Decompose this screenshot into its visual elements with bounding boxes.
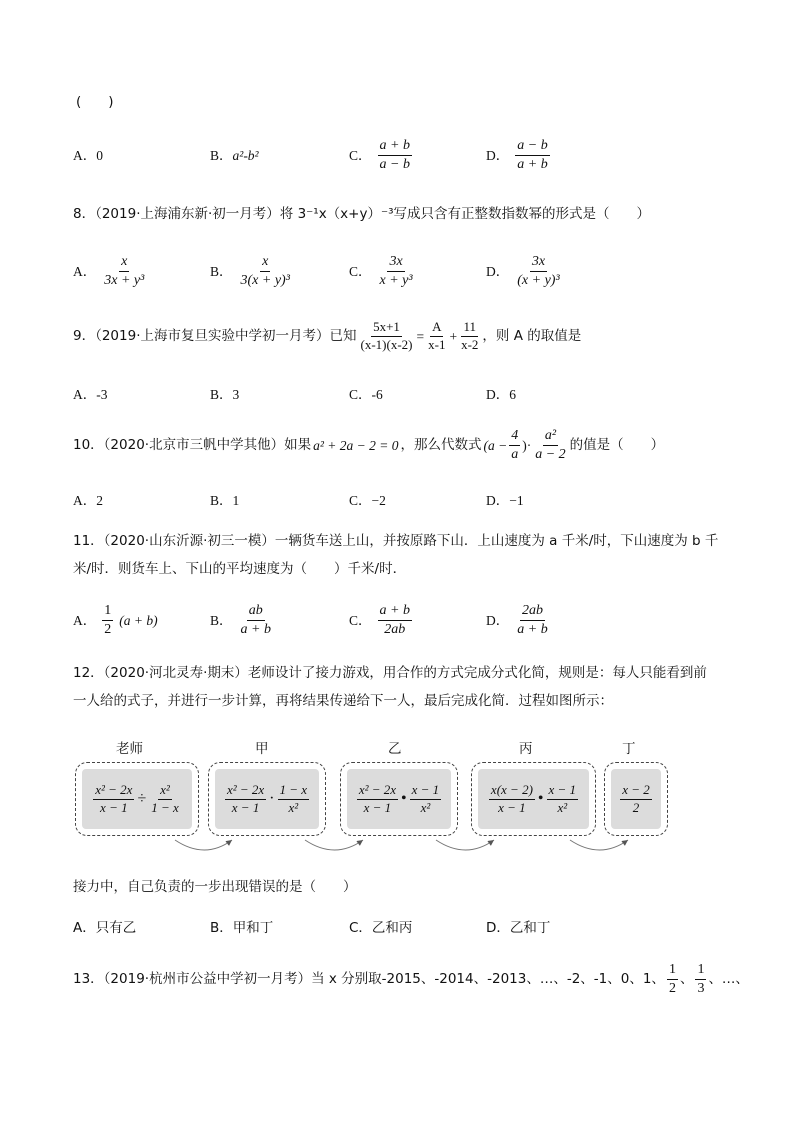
relay-box-yi: $\frac{\text{x² − 2x}}{x - 1}$ • $\frac{x - 1}{\text{x²}}$ <box>340 762 458 836</box>
answer-paren: ( ) <box>76 94 114 110</box>
role-label-bing: 丙 <box>519 741 533 757</box>
q9-option-d: D．6 <box>486 387 516 402</box>
q9-option-b: B．3 <box>210 387 240 402</box>
q10-stem: 10．（2020·北京市三帆中学其他）如果 a² + 2a − 2 = 0 ，那么代数式 (a − $\frac{4}{a}$ )· $\frac{\text{a²}}{a - 2}$ 的值是（ ） <box>73 428 665 463</box>
q7-option-a: A．0 <box>73 148 103 163</box>
q12-option-b: B．甲和丁 <box>210 920 274 936</box>
q12-option-a: A．只有乙 <box>73 920 137 936</box>
q11-option-b: B． $\frac{ab}{a + b}$ <box>210 603 271 638</box>
q11-stem-line2: 米/时．则货车上、下山的平均速度为（ ）千米/时． <box>73 561 407 577</box>
q13-stem: 13．（2019·杭州市公益中学初一月考）当 x 分别取-2015、-2014、-2013、…、-2、-1、0、1、 $\frac{1}{2}$ 、 $\frac{1}{3}$ 、…、 <box>73 962 749 997</box>
q12-option-c: C．乙和丙 <box>349 920 413 936</box>
q11-option-a: A． $\frac{1}{2}$ (a + b) <box>73 603 158 638</box>
q11-option-c: C． $\frac{a + b}{2ab}$ <box>349 603 410 638</box>
relay-box-bing: $\frac{x(x - 2)}{x - 1}$ • $\frac{x - 1}{\text{x²}}$ <box>471 762 596 836</box>
arrow-jia-to-yi <box>305 840 363 850</box>
role-label-teacher: 老师 <box>116 741 143 757</box>
arrow-yi-to-bing <box>436 840 494 850</box>
q8-stem: 8．（2019·上海浦东新·初一月考）将 3⁻¹x（x+y）⁻³写成只含有正整数指数幂的形式是（ ） <box>73 206 651 222</box>
relay-box-teacher: $\frac{\text{x² − 2x}}{x - 1}$ ÷ $\frac{\text{x²}}{1 - x}$ <box>75 762 199 836</box>
role-label-ding: 丁 <box>622 741 636 757</box>
q11-option-d: D． $\frac{2ab}{a + b}$ <box>486 603 548 638</box>
q10-option-c: C．−2 <box>349 493 386 508</box>
arrow-bing-to-ding <box>570 840 628 850</box>
arrow-teacher-to-jia <box>175 840 232 850</box>
q10-option-d: D．−1 <box>486 493 524 508</box>
q8-option-b: B． $\frac{x}{\text{3(x + y)³}}$ <box>210 254 290 289</box>
q8-option-c: C． $\frac{3x}{\text{x + y³}}$ <box>349 254 413 289</box>
q8-option-a: A． $\frac{x}{\text{3x + y³}}$ <box>73 254 145 289</box>
relay-box-ding: $\frac{x - 2}{2}$ <box>604 762 668 836</box>
role-label-jia: 甲 <box>255 741 269 757</box>
q9-stem: 9．（2019·上海市复旦实验中学初一月考）已知 $\frac{5x+1}{(x-1)(x-2)}$ = $\frac{A}{x-1}$ + $\frac{11}{x-2}$ ，则 A 的取值是 <box>73 319 582 352</box>
q12-option-d: D．乙和丁 <box>486 920 551 936</box>
q11-stem-line1: 11．（2020·山东沂源·初三一模）一辆货车送上山，并按原路下山．上山速度为 a 千米/时，下山速度为 b 千 <box>73 533 719 549</box>
q12-stem-line2: 一人给的式子，并进行一步计算，再将结果传递给下一人，最后完成化简．过程如图所示： <box>73 693 613 709</box>
q10-option-b: B．1 <box>210 493 240 508</box>
q9-option-a: A．-3 <box>73 387 108 402</box>
relay-box-jia: $\frac{\text{x² − 2x}}{x - 1}$ · $\frac{1 - x}{\text{x²}}$ <box>208 762 326 836</box>
q10-option-a: A．2 <box>73 493 103 508</box>
q12-question: 接力中，自己负责的一步出现错误的是（ ） <box>73 879 357 895</box>
q7-option-d: D． $\frac{a - b}{a + b}$ <box>486 138 548 173</box>
role-label-yi: 乙 <box>388 741 402 757</box>
q7-option-c: C． $\frac{a + b}{a - b}$ <box>349 138 410 173</box>
q7-option-b: B．a²-b² <box>210 148 259 163</box>
q8-option-d: D． $\frac{3x}{\text{(x + y)³}}$ <box>486 254 560 289</box>
q12-stem-line1: 12．（2020·河北灵寿·期末）老师设计了接力游戏，用合作的方式完成分式化简，规则是：每人只能看到前 <box>73 665 707 681</box>
q9-option-c: C．-6 <box>349 387 383 402</box>
